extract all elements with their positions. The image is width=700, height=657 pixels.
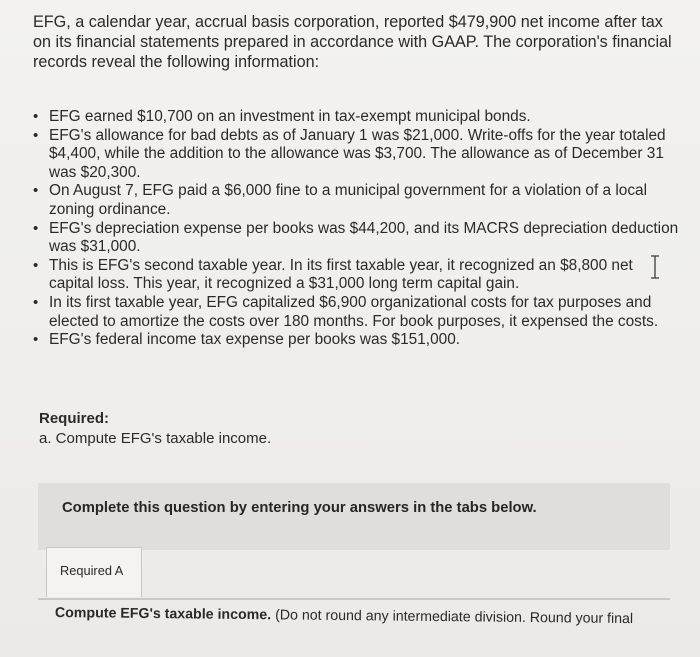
fact-text: EFG's allowance for bad debts as of January 1 was $21,000. Write-offs for the year totaled $4,400, while the addition to the allowance was $3,700. The allowance as of December 31 was $20,300. bbox=[49, 126, 666, 181]
instruction-banner bbox=[38, 483, 670, 550]
bullet-dot: • bbox=[33, 108, 39, 125]
fact-text: In its first taxable year, EFG capitalized $6,900 organizational costs for tax purposes and elected to amortize the costs over 180 months. For book purposes, it expensed the costs. bbox=[49, 293, 659, 330]
tab-required-a[interactable] bbox=[46, 547, 142, 597]
list-item bbox=[30, 331, 680, 350]
fact-text: EFG's federal income tax expense per books was $151,000. bbox=[49, 331, 461, 349]
bullet-dot: • bbox=[33, 256, 39, 274]
list-item bbox=[30, 257, 680, 294]
facts-list bbox=[30, 108, 680, 350]
compute-lead: Compute EFG's taxable income. bbox=[54, 605, 272, 624]
compute-note: (Do not round any intermediate division. Round your final bbox=[275, 607, 634, 628]
bullet-dot: • bbox=[33, 182, 39, 200]
bullet-dot: • bbox=[33, 293, 39, 311]
bullet-dot: • bbox=[33, 219, 39, 237]
text-cursor-icon bbox=[648, 254, 662, 282]
list-item bbox=[30, 108, 680, 127]
required-part-a: a. Compute EFG's taxable income. bbox=[39, 430, 272, 447]
compute-instruction bbox=[55, 605, 695, 628]
fact-text: This is EFG's second taxable year. In its first taxable year, it recognized an $8,800 net capital loss. This year, it recognized a $31,000 long term capital gain. bbox=[49, 256, 633, 293]
intro-paragraph: EFG, a calendar year, accrual basis corporation, reported $479,900 net income after tax on its financial statements prepared in accordance with GAAP. The corporation's financial records reveal the following information: bbox=[33, 13, 672, 71]
instruction-text: Complete this question by entering your answers in the tabs below. bbox=[62, 500, 537, 516]
list-item bbox=[30, 182, 680, 219]
required-section bbox=[39, 409, 271, 449]
list-item bbox=[30, 127, 680, 183]
list-item bbox=[30, 294, 680, 331]
required-heading: Required: bbox=[39, 410, 110, 427]
list-item bbox=[30, 220, 680, 257]
bullet-dot: • bbox=[33, 331, 39, 349]
tab-label: Required A bbox=[60, 563, 124, 578]
tab-bar bbox=[38, 550, 670, 600]
fact-text: EFG earned $10,700 on an investment in tax-exempt municipal bonds. bbox=[49, 108, 531, 125]
fact-text: EFG's depreciation expense per books was $44,200, and its MACRS depreciation deduction was $31,000. bbox=[49, 219, 679, 256]
fact-text: On August 7, EFG paid a $6,000 fine to a municipal government for a violation of a local zoning ordinance. bbox=[49, 182, 648, 218]
bullet-dot: • bbox=[33, 126, 39, 144]
